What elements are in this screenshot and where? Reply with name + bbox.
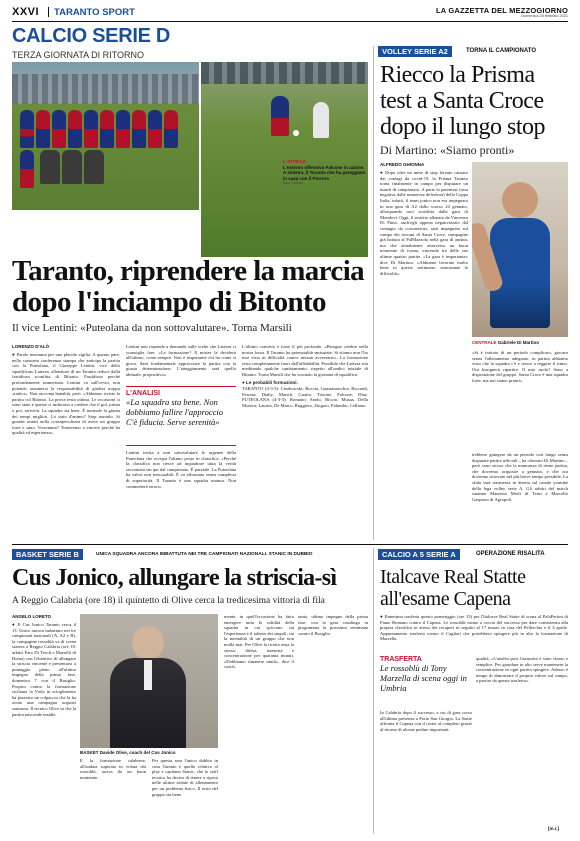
pullquote-text: «La squadra sta bene. Non dobbiamo fallire l'approccio C'è fiducia. Serve serenità» (126, 397, 224, 427)
top-col1: ● Parole insomma per una placida vigilia. A quanto pare, nella consueta conferenza stampa che anticipa la partita con la Puteolana, il Giuseppe Lentini, vice dello squalificato Laterza, allenatore di un Taranto reduce dalla fastidiosa sconfitta di Bitonto. Fastidiosa perché profondamente immeritata. Lentini va sull'ovvio, non potendo assumersi la responsabilità di giudizi troppo «tattici». Non racconta banalità, però. «Abbiamo rivisto la partita col Bitonto. La prova resta ottima. Le occasioni ci sono state e queste ci inducono a credere che il gol, prima o poi, arriverà. La squadra sta bene. È normale la giunta dei tempi migliori. Lo stato d'animo? Stop assurdo. Si guarda avanti nella consapevolezza di avere un gruppo forte e sano. Vorremmo? Torneremo a vincere perché ha qualità ed esperienza». (12, 352, 120, 436)
volley-col3: trebbero giungere da un periodo così lungo senza disputare partite ufficiali – ha chiosato Di Martino – però sono sicuro che la mancanza di ritmo partita, che dovremo acquisire a gennaio, e che ora dovremo ritrovare nel più breve tempo possibile. La sfida sarà trasmessa in diretta sul canale youtube della lega volley serie A. Gli arbitri del match saranno Maurizio Merli di Terni e Marcello Gasparro di Agropoli. (472, 452, 568, 502)
basket-col3: Per questa sera l'unico dubbio in casa Taranto è quello relativo al play e capitano Stanic, che lo staff tecnico ha deciso di tenere a riposo nelle ultime sedute di allenamento per un problema fisico. Il resto del gruppo sta bene. (152, 758, 218, 797)
caption-title: L'ATTESA (283, 160, 306, 165)
volley-col1: ● Dopo oltre un mese di stop forzato causato dai contagi da covid-19, la Prisma Taranto torna finalmente in campo per disputare un match di campionato. A parte la parentesi (resa negativa dalle numerose defezioni) della Coppa Italia, infatti, il team jonico non era impegnato in una gara di A2 dallo scorso 24 gennaio, allorquando uscì sconfitta dalla gara di Mondovì. Oggi, il sestetto allenato da Vincenzo Di Pinto, anch'egli appena negativizzato dal contagio da coronavirus, sarà impegnato sul campo dei toscani di Santa Croce, compagine già battuta al PalMazzola nella gara di andata, ma che attualmente attraversa un buon momento di forma, vincendo tre delle sue ultime quattro partite. «La gara è importante» dice Di Martino. «Abbiamo lavorato molto bene in queste settimane, nonostante le difficoltà». (380, 170, 468, 276)
top-subkicker: TERZA GIORNATA DI RITORNO (12, 50, 145, 60)
volley-byline: ALFREDO GHIONNA (380, 162, 425, 167)
basket-photo (80, 614, 218, 748)
end-mark: [m.r.] (548, 826, 560, 831)
pullquote-title: L'ANALISI (126, 390, 160, 397)
top-kicker: CALCIO SERIE D (12, 25, 171, 47)
formations-text: TARANTO (4-3-3): Ciezkowski; Boccia, Guastamacchia, Riccardi, Ferrara; Diaby, Marsili, Guaita, Tissone, Falcone; Diaz. PUTEOLANA (4-3-3): Romano; Sardo, Riccio, Musaa, Della Monica; Laurita, De Marco, Ruggiero, Zingaro, Palumbo; Cellamo. (242, 386, 368, 408)
opponent-figure (313, 102, 329, 138)
header-divider (48, 7, 49, 17)
trasferta-text: Le rossoblù di Tony Marzella di scena oggi in Umbria (380, 663, 467, 693)
calcio5-headline: Italcave Real Statte all'esame Capena (380, 566, 526, 610)
section-name: TARANTO SPORT (54, 7, 135, 18)
player-figure (271, 96, 289, 136)
column-divider-bottom (373, 548, 374, 834)
header-rule (12, 21, 568, 22)
basket-caption: BASKET Davide Olive, coach del Cus Jonico (80, 750, 176, 755)
calcio5-kicker2: OPERAZIONE RISALITA (476, 551, 545, 557)
top-headline-line2: dopo l'inciampo di Bitonto (12, 286, 326, 318)
volley-kicker2: TORNA IL CAMPIONATO (466, 48, 537, 54)
top-subhead: Il vice Lentini: «Puteolana da non sottovalutare». Torna Marsili (12, 322, 292, 334)
top-headline-line1: Taranto, riprendere la marcia (12, 255, 365, 287)
calcio5-col1: ● Ennesima trasferta questo pomeriggio (ore 15) per l'Italcave Real Statte di scena al PalaPertini di Fiano Romano contro il Capena. Le rossoblù vanno a caccia del successo per dare consistenza alla propria classifica in attesa dei recuperi in seguito al 17 marzo in casa del Pellerchia e il 3 aprile. Appuntamento trasferta contro il Cagliari che potrebbero spingere più in alto la formazione di Marzella. (380, 614, 568, 642)
coach-head (132, 626, 164, 660)
caption-credit: [foto Todaro] (283, 181, 303, 186)
pullquote-box (126, 386, 236, 446)
column-divider (373, 46, 374, 540)
basket-kicker-bar (12, 549, 368, 560)
stands (12, 74, 199, 104)
caption-text: L'esterno offensivo Falcone in azione. A sinistra, il Taranto che ha pareggiato in casa con il Picerno (283, 165, 366, 181)
basket-col2: E la formazione calabrese, all'andata superata in volata dai rossoblù, arriva da un buon momento. (80, 758, 146, 780)
basket-byline: ANGELO LORETO (12, 614, 52, 619)
volley-subhead: Di Martino: «Siamo pronti» (380, 143, 515, 157)
calcio5-col2: In Calabria dopo il successo, a cui di gara corso all'ultima presenza a Porto San Giorgio. La Statte affronta il Capena con il roster al completo grazie al ritorno di alcune pedine importanti. (380, 710, 472, 732)
trasferta-title: TRASFERTA (380, 656, 422, 663)
players-group (20, 110, 192, 190)
basket-col4: mente, in quell'occasione ha fatto emergere tutta la solidità della squadra in cui spiccano sia l'esperienza e il talento dei singoli, sia la mentalità di un gruppo che non molla mai. Per Olive la ricetta resta la stessa: difesa, intensità e concentrazione per quaranta minuti. «Dobbiamo rimanere umili», dice il coach. (224, 614, 294, 670)
basket-subhead: A Reggio Calabria (ore 18) il quintetto di Olive cerca la tredicesima vittoria di fila (12, 596, 325, 606)
top-byline: LORENZO D'ALÒ (12, 344, 50, 349)
basket-col1: ● Il Cus Jonico Taranto cerca il 13. Unico ancora imbattuto nei tre campionati nazionali (A, A2 e B), la compagine rossoblù va di scena stasera a Reggio Calabria (ore 18, arbitri Faro Di Tivoli e Marselli di Roma) con l'obiettivo di allungare la striscia vincente e presentarsi a puntaggio pieno all'ultimo impegno della prima fase, domenica 7 con il Basiglio. Proprio contro la formazione siciliana la Viola in scioglimento ha piazzato un colpaccio che la ha avuto una campagna acquisti sontuosa. Il tecnico Olive sa che la partita nasconde insidie. (12, 622, 76, 717)
issue-date: Domenica 28 febbraio 2021 (521, 14, 568, 18)
basket-headline: Cus Jonico, allungare la striscia-sì (12, 565, 337, 591)
crowd (201, 62, 368, 84)
volley-headline: Riecco la Prisma test a Santa Croce dopo il lungo stop (380, 62, 546, 140)
basket-kicker2: UNICA SQUADRA ANCORA IMBATTUTA NEI TRE CAMPIONATI NAZIONALI. STANIC IN DUBBIO (96, 551, 313, 557)
volley-col2: «Si è trattato di un periodo complicato, giocare senza l'allenamento adeguato, in partita abbiamo visto che la squadra c'è e riesce a reggere il ritmo. Ora bisognerà ripartire. Il mio ruolo? Sono a disposizione del gruppo. Santa Croce è una squadra forte, ma noi siamo pronti». (472, 350, 568, 383)
top-col2: Lentini non risponde a domande sulle scelte che Laterza ci sconsiglia fare. «La formazione? Il mister la deciderà all'ultimo, come sempre. Non è importante chi ha come si gioca. Sarà fondamentale approcciare la partita con la giusta determinazione. L'atteggiamento sarà quello abituale: propositivo». (126, 344, 236, 377)
top-headline (12, 256, 368, 318)
calcio5-kicker-bar (378, 549, 568, 560)
volley-photo (472, 162, 568, 337)
ball-icon (293, 130, 299, 136)
top-col3: L'ultimo concetto è forse il più profondo. «Bisogna credere nella nostra forza. Il Taranto ha potenzialità smisurate. Si stiamo non l'ho mai vista in difficoltà contro nessun avversario». La formazione resta completamente fuori dall'affidabilità. Possibile che Laterza stia meditando qualche cambiamento, rispetto all'undici iniziale di Bitonto. Torna Marsili che ha scontato la giornata di squalifica. ● Le probabili formazioni. TARANTO (4-3-3): Ciezkowski; Boccia, Guastamacchia, Riccardi, Ferrara; Diaby, Marsili, Guaita, Tissone, Falcone; Diaz. PUTEOLANA (4-3-3): Romano; Sardo, Riccio, Musaa, Della Monica; Laurita, De Marco, Ruggiero, Zingaro, Palumbo; Cellamo. (242, 344, 368, 408)
volley-kicker-bar (378, 46, 568, 57)
calcio5-col3: qualità, «L'analisi post Granzotto è stato chiaro e semplice. Per guardare in alto serve mantenere la concentrazione in ogni partita spingere. Adesso è tempo di dimostrare il proprio valore sul campo, a partire da questa trasferta». (476, 656, 568, 684)
photo-caption (283, 160, 368, 210)
section-rule (12, 544, 568, 545)
page-number: XXVI (12, 6, 40, 18)
top-col2b: Lentini invita a non sottovalutare le urgenze della Puteolana che occupa l'ultimo posto in classifica. «Perché la classifica non riesce ad inquadrare tutta la verità raccontata sin qui dal campionato. È parziale. La Puteolana ha valori non trascurabili. È va affrontata senza complessi di superiorità. Il Taranto è una squadra matura. Non commetterà errori». (126, 450, 236, 489)
basket-col5: tanto, ultimo impegno della prima fase, con la gara casalinga in programma la prossima settimana contro il Basiglio. (298, 614, 368, 636)
basket-kicker: BASKET SERIE B (12, 549, 83, 560)
calcio5-kicker: CALCIO A 5 SERIE A (378, 549, 460, 560)
trasferta-box (380, 656, 472, 708)
volley-caption: CENTRALE Gabriele Di Martino (472, 340, 540, 345)
coach-shirt (144, 660, 152, 690)
newspaper-name: LA GAZZETTA DEL MEZZOGIORNO (435, 6, 568, 15)
volley-kicker: VOLLEY SERIE A2 (378, 46, 452, 57)
page-header (12, 6, 568, 20)
formations-title: ● Le probabili formazioni. (242, 379, 298, 385)
player-head (502, 182, 538, 218)
team-photo (12, 62, 199, 210)
